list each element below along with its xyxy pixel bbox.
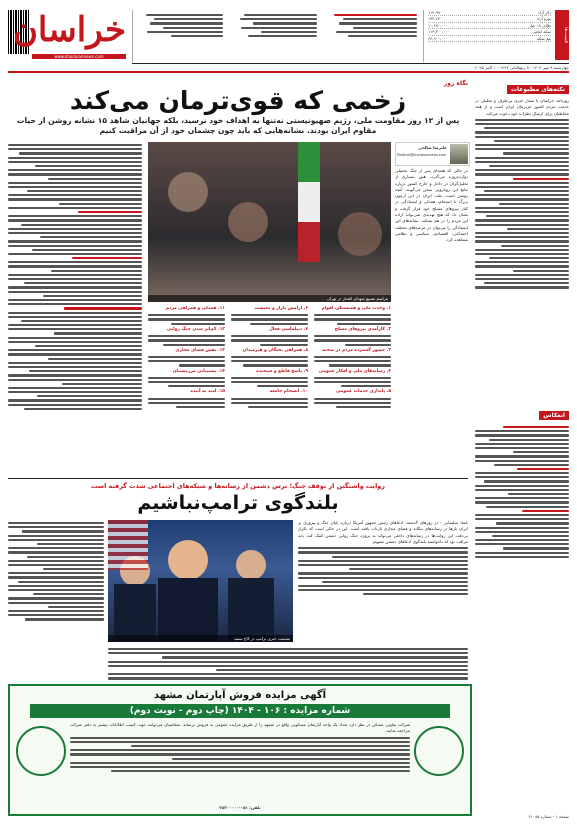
prices-rows	[428, 10, 551, 42]
main-photo-caption: مراسم تشییع شهدای اقتدار در تهران	[148, 295, 391, 302]
price-row: یورو آزاد ۱۳۴,۶۴۰	[428, 16, 551, 22]
sidebar-text-2	[475, 424, 569, 664]
second-left-column	[8, 520, 104, 642]
point: ۱۲. کم‌اثر شدن جنگ روانی	[167, 326, 225, 332]
point: ۲. کارآمدی نیروهای مسلح	[334, 326, 391, 332]
point: ۱۰. انسجام جامعه	[269, 389, 308, 395]
main-photo	[148, 142, 391, 302]
second-kicker: روایت واشنگتن از توقف جنگ؛ ترس دشمن از رسانه‌ها و شبکه‌های اجتماعی شدت گرفته است	[91, 482, 385, 490]
point: ۹. پاسخ قاطع و سنجیده	[256, 368, 308, 374]
point: ۸. همراهی نخبگان و هنرمندان	[242, 347, 308, 353]
point: ۴. رسانه‌های ملی و افکار عمومی	[318, 368, 391, 374]
page-info: صفحه ۱ - شماره ۲۱۰۸۵	[528, 814, 569, 819]
masthead-info-columns	[132, 10, 424, 62]
point: ۱۱. همدلی و همراهی مردم	[165, 306, 225, 311]
point: ۱. وحدت ملی و همبستگی اقوام	[321, 306, 391, 311]
masthead	[8, 8, 569, 70]
main-kicker: نگاه روز	[443, 80, 468, 87]
ad-title: آگهی مزایده فروش آپارتمان مشهد	[153, 690, 327, 701]
author-email[interactable]: Political@khorasannews.com	[397, 153, 447, 157]
point: ۱۳. نقش فضای مجازی	[175, 347, 225, 353]
ad-phone[interactable]: تلفن: ۰۵۱-۳۸۴۰۰۰۰۰	[219, 804, 261, 810]
point: ۶. آرامش بازار و معیشت	[254, 306, 308, 311]
price-row: نیم سکه ۶۳,۹۰۰,۰۰۰	[428, 35, 551, 41]
date-line: چهارشنبه ۹ مهر ۱۴۰۴ - ۸ ربیع‌الثانی ۱۴۴۷ - ۱ اکتبر ۲۰۲۵	[132, 63, 569, 70]
prices-title: قیمت‌ها	[555, 10, 569, 60]
right-sidebar	[475, 76, 569, 816]
point: ۱۵. امید به آینده	[190, 389, 225, 395]
author-avatar	[450, 144, 468, 164]
point: ۳. حضور گسترده مردم در صحنه	[322, 347, 391, 353]
main-body-column: در حالی که هفته‌ای پس از جنگ تحمیلی دوازده‌روزه می‌گذرد، هنوز بسیاری از تحلیل‌گران در داخل و خارج کشور درباره نتایج این رویارویی سخن می‌گویند. آنچه روشن است، ملت ایران در این آزمون بزرگ با انسجام، همدلی و ایستادگی در کنار نیروهای مسلح خود قرار گرفت و نشان داد که هیچ تهدیدی نمی‌تواند اراده این مردم را در هم بشکند. نشانه‌های این ایستادگی را می‌توان در عرصه‌های مختلف اجتماعی، اقتصادی، سیاسی و نظامی مشاهده کرد.	[395, 168, 468, 243]
ad-subtitle: شماره مزایده : ۱۰۶ - ۱۴۰۴ (چاپ دوم - نوبت دوم)	[30, 704, 450, 718]
main-subhead: پس از ۱۲ روز مقاومت ملی، رژیم صهیونیستی نه‌تنها به اهداف خود نرسید، بلکه جهانیان شاهد ۱۵ نشانه روشن از حیات مقاوم ایران بودند. نشانه‌هایی که باید چون چشمان خود از آن مراقبت کنیم	[16, 116, 460, 135]
numbered-points	[148, 306, 391, 474]
author-card	[395, 142, 470, 166]
second-photo-caption: نشست خبری ترامپ در کاخ سفید	[108, 635, 293, 642]
second-bottom-columns	[108, 646, 468, 680]
ad-body: شرکت تعاونی مسکن در نظر دارد تعداد یک واحد آپارتمان مسکونی واقع در مشهد را از طریق مزایده عمومی به فروش برساند. متقاضیان می‌توانند جهت کسب اطلاعات بیشتر به دفتر شرکت مراجعه نمایند.	[70, 722, 410, 796]
price-row: طلای ۱۸ عیار ۱۰,۶۹۰,۰۰۰	[428, 22, 551, 28]
website[interactable]: www.khorasannews.com	[32, 54, 126, 59]
main-left-column	[8, 142, 142, 472]
main-headline[interactable]: زخمی که قوی‌ترمان می‌کند	[69, 86, 407, 115]
point: ۱۴. پشتیبانی مرزنشینان	[172, 368, 225, 374]
second-body: عماد سلیمانی - در روزهای گذشته، ادعاهای رئیس جمهور آمریکا درباره پایان جنگ و پیروزی بر ایران بارها در رسانه‌های بیگانه و فضای مجازی بازتاب یافته است. این در حالی است که تکرار بی‌دقت این روایت‌ها در رسانه‌های داخلی می‌تواند به پروژه جنگ روانی دشمن کمک کند. باید مراقب بود که ناخواسته بلندگوی ادعاهای دشمن نشویم.	[298, 520, 468, 642]
point: ۵. پایداری خدمات عمومی	[336, 389, 391, 395]
ad-box[interactable]	[8, 684, 472, 816]
prices-table	[428, 10, 569, 60]
ad-logo-left	[16, 726, 66, 776]
point: ۷. دیپلماسی فعال	[268, 326, 308, 332]
logo[interactable]: خراسان	[12, 10, 126, 50]
section-divider	[8, 478, 468, 479]
sidebar-title: نکته‌های مطبوعات	[475, 76, 569, 95]
price-row: دلار آزاد ۱۱۴,۹۹۰	[428, 10, 551, 15]
masthead-rule	[8, 71, 569, 73]
second-headline[interactable]: بلندگوی ترامپ‌نباشیم	[137, 492, 339, 514]
logo-block	[8, 8, 126, 68]
second-photo	[108, 520, 293, 642]
author-name: علیرضا صالحی	[417, 145, 447, 150]
sidebar-title-2: انعکاس	[475, 402, 569, 421]
ad-logo-right	[414, 726, 464, 776]
price-row: سکه امامی ۱۱۳,۳۰۰,۰۰۰	[428, 29, 551, 35]
sidebar-text: روزنامه خراسان با شعار خبری بی‌طرف و تحلیلی در خدمت مردم کشور عزیزمان ایران است و از همه مخاطبان برای ارسال نظرات خود دعوت می‌کند.	[475, 98, 569, 398]
